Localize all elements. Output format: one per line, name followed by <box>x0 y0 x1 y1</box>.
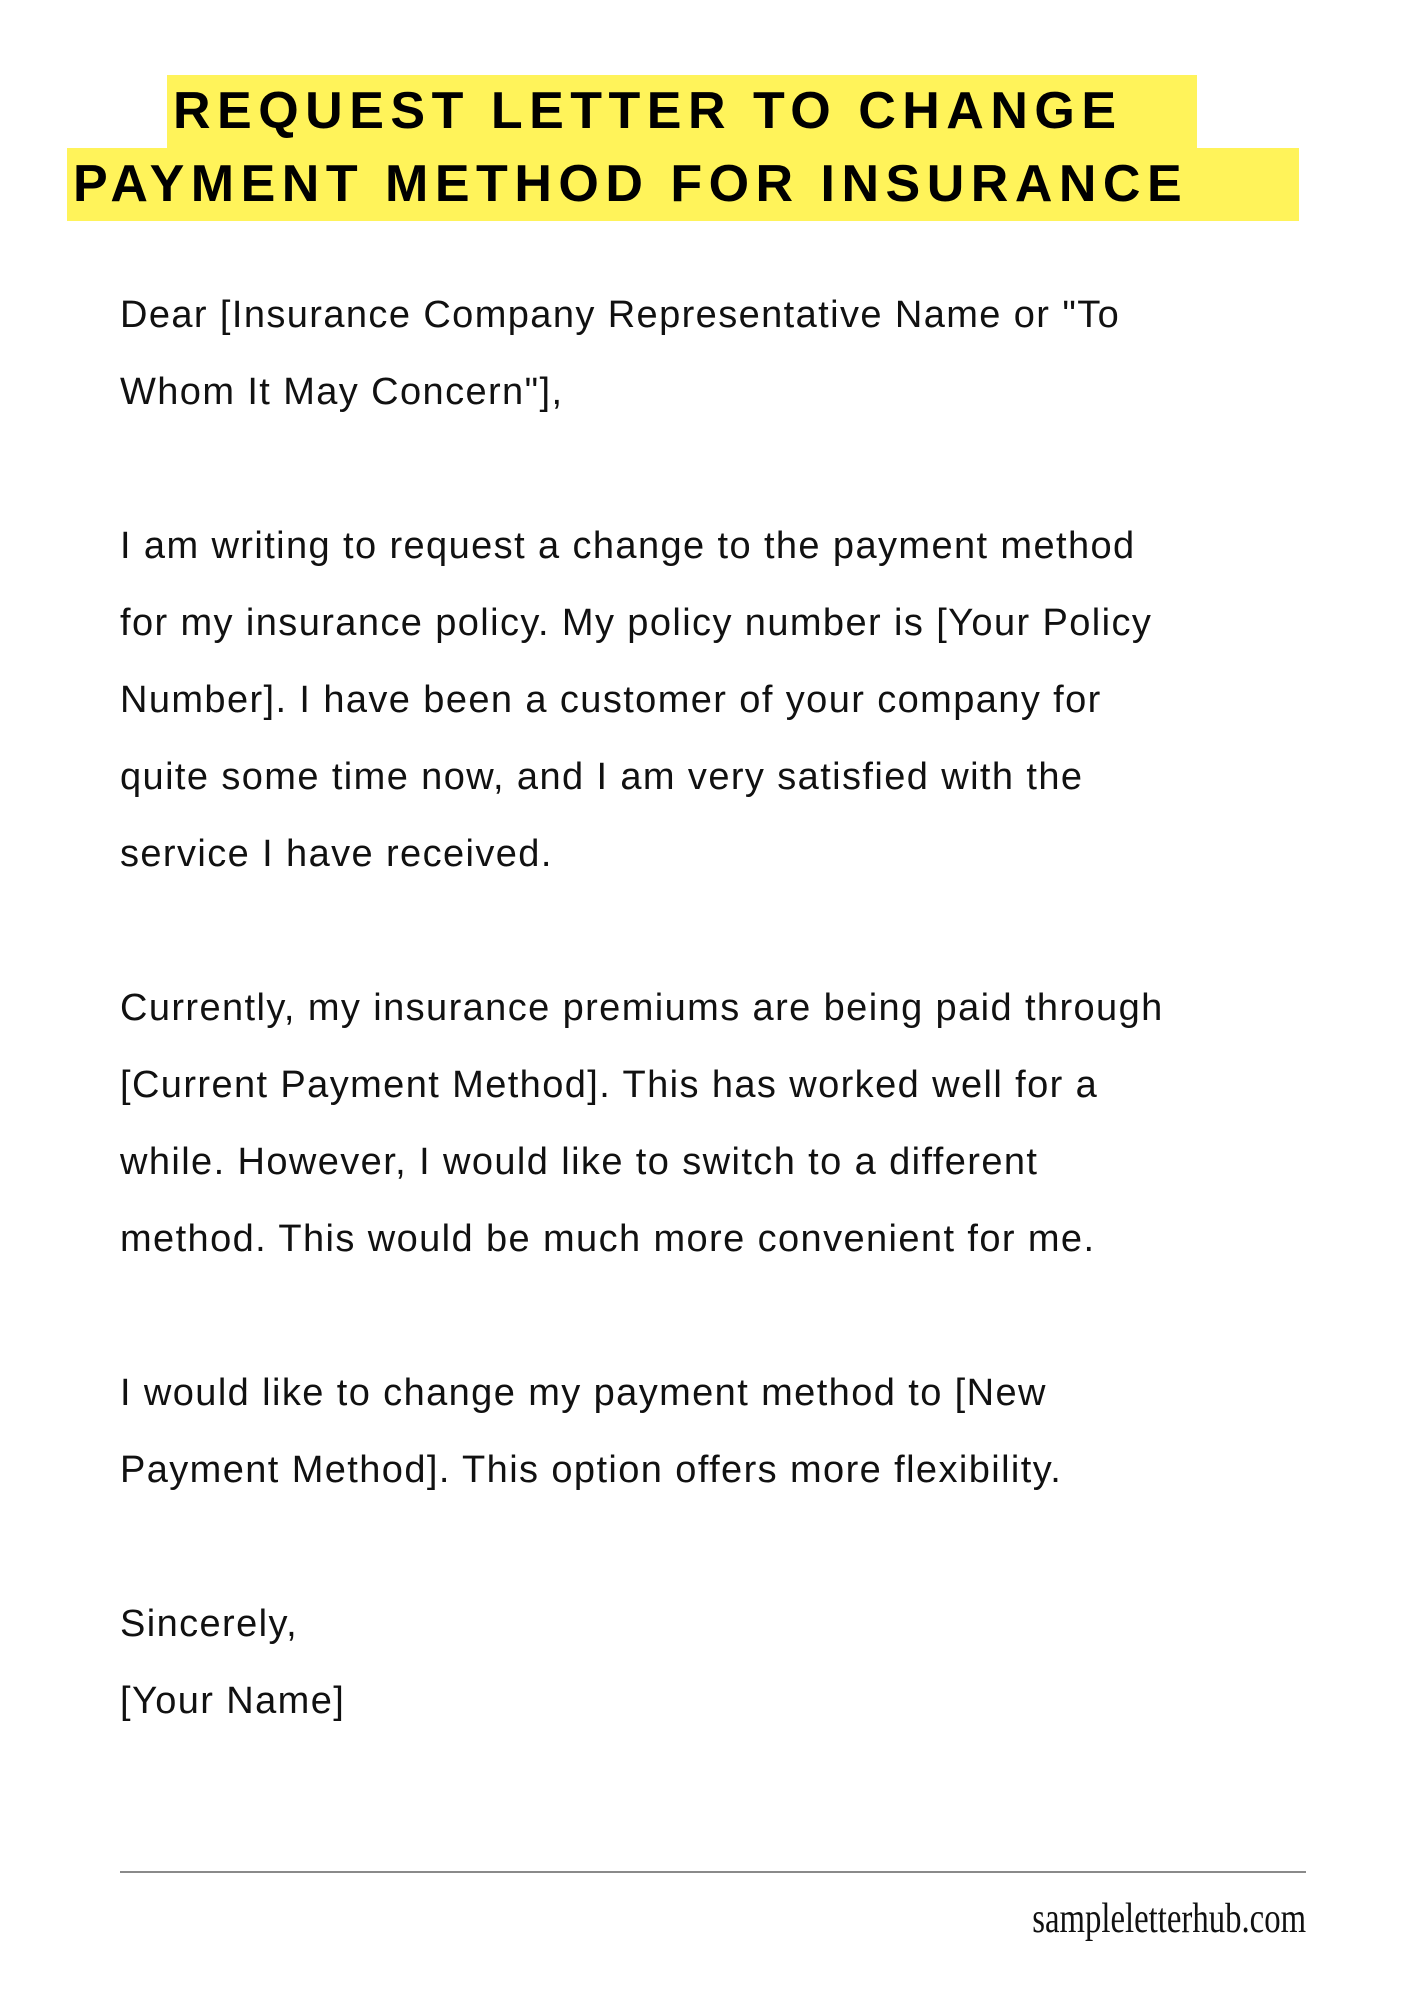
text-line: method. This would be much more convenient for me. <box>120 1218 1096 1260</box>
paragraph-2 <box>120 970 1164 1278</box>
footer-divider <box>120 1871 1306 1873</box>
text-line: I am writing to request a change to the payment method <box>120 525 1136 567</box>
text-line: I would like to change my payment method to [New <box>120 1372 1047 1414</box>
salutation <box>120 277 1164 431</box>
title-line-2: PAYMENT METHOD FOR INSURANCE <box>67 148 1299 221</box>
text-line: [Your Name] <box>120 1680 346 1722</box>
paragraph-3 <box>120 1355 1164 1509</box>
text-line: Dear [Insurance Company Representative Name or "To <box>120 294 1121 336</box>
text-line: Whom It May Concern"], <box>120 371 564 413</box>
text-line: service I have received. <box>120 833 553 875</box>
letter-body <box>120 277 1164 1817</box>
text-line: Payment Method]. This option offers more flexibility. <box>120 1449 1063 1491</box>
text-line: [Current Payment Method]. This has worked well for a <box>120 1064 1099 1106</box>
text-line: Currently, my insurance premiums are being paid through <box>120 987 1164 1029</box>
text-line: Sincerely, <box>120 1603 299 1645</box>
title-line-1: REQUEST LETTER TO CHANGE <box>167 75 1197 148</box>
text-line: quite some time now, and I am very satisfied with the <box>120 756 1084 798</box>
text-line: for my insurance policy. My policy number is [Your Policy <box>120 602 1153 644</box>
closing <box>120 1586 1164 1740</box>
footer-site: sampleletterhub.com <box>1032 1896 1306 1942</box>
text-line: while. However, I would like to switch to a different <box>120 1141 1039 1183</box>
paragraph-1 <box>120 508 1164 893</box>
text-line: Number]. I have been a customer of your company for <box>120 679 1102 721</box>
